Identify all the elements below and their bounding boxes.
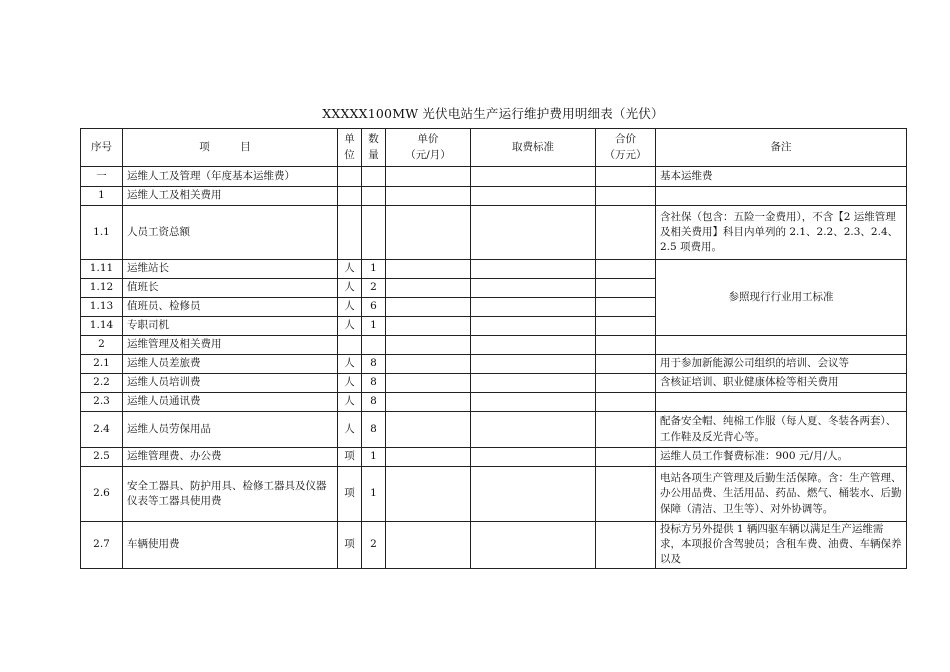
- header-total: 合价 （万元）: [596, 129, 656, 167]
- row-unit-price: [386, 279, 471, 298]
- row-total: [596, 298, 656, 317]
- row-unit-price: [386, 298, 471, 317]
- row-total: [596, 336, 656, 355]
- row-unit-price: [386, 260, 471, 279]
- row-unit: 项: [338, 448, 362, 467]
- row-seq: 2.6: [81, 467, 123, 522]
- row-seq: 2.3: [81, 393, 123, 412]
- row-standard: [471, 522, 596, 569]
- row-unit-price: [386, 393, 471, 412]
- row-item: 值班长: [123, 279, 338, 298]
- row-total: [596, 522, 656, 569]
- row-seq: 2.4: [81, 412, 123, 448]
- row-qty: 1: [362, 317, 386, 336]
- row-total: [596, 187, 656, 206]
- row-standard: [471, 260, 596, 279]
- row-item: 运维人员培训费: [123, 374, 338, 393]
- row-item: 车辆使用费: [123, 522, 338, 569]
- row-unit: [338, 206, 362, 260]
- row-standard: [471, 355, 596, 374]
- header-seq: 序号: [81, 129, 123, 167]
- row-unit-price: [386, 355, 471, 374]
- table-row: [81, 412, 907, 448]
- row-total: [596, 317, 656, 336]
- row-seq: 2.2: [81, 374, 123, 393]
- row-seq: 1.12: [81, 279, 123, 298]
- row-item: 安全工器具、防护用具、检修工器具及仪器仪表等工器具使用费: [123, 467, 338, 522]
- row-qty: [362, 187, 386, 206]
- row-unit-price: [386, 467, 471, 522]
- row-remark: 用于参加新能源公司组织的培训、会议等: [656, 355, 907, 374]
- table-row: [81, 467, 907, 522]
- row-total: [596, 393, 656, 412]
- cost-table: [80, 128, 907, 569]
- row-seq: 2.5: [81, 448, 123, 467]
- row-qty: [362, 206, 386, 260]
- table-row: [81, 374, 907, 393]
- row-qty: [362, 167, 386, 187]
- row-seq: 1.1: [81, 206, 123, 260]
- row-qty: 8: [362, 374, 386, 393]
- row-seq: 2.7: [81, 522, 123, 569]
- row-unit-price: [386, 187, 471, 206]
- row-item: 专职司机: [123, 317, 338, 336]
- row-remark: [656, 393, 907, 412]
- row-unit-price: [386, 206, 471, 260]
- row-standard: [471, 167, 596, 187]
- row-unit-price: [386, 374, 471, 393]
- merged-remark: 参照现行行业用工标准: [656, 260, 907, 336]
- row-item: 运维人员劳保用品: [123, 412, 338, 448]
- row-qty: 6: [362, 298, 386, 317]
- table-row: [81, 260, 907, 279]
- row-unit-price: [386, 167, 471, 187]
- row-seq: 2.1: [81, 355, 123, 374]
- row-remark: 运维人员工作餐费标准：900 元/月/人。: [656, 448, 907, 467]
- row-item: 运维管理费、办公费: [123, 448, 338, 467]
- row-total: [596, 260, 656, 279]
- row-unit: [338, 167, 362, 187]
- row-unit-price: [386, 412, 471, 448]
- row-total: [596, 167, 656, 187]
- row-total: [596, 374, 656, 393]
- row-standard: [471, 412, 596, 448]
- table-row: [81, 336, 907, 355]
- header-remark: 备注: [656, 129, 907, 167]
- table-row: [81, 393, 907, 412]
- row-qty: 1: [362, 260, 386, 279]
- row-total: [596, 467, 656, 522]
- row-standard: [471, 317, 596, 336]
- row-item: 值班员、检修员: [123, 298, 338, 317]
- table-row: [81, 187, 907, 206]
- row-standard: [471, 187, 596, 206]
- row-qty: 1: [362, 448, 386, 467]
- row-standard: [471, 279, 596, 298]
- row-item: 运维人工及相关费用: [123, 187, 338, 206]
- table-row: [81, 167, 907, 187]
- row-remark: 投标方另外提供 1 辆四驱车辆以满足生产运维需求，本项报价含驾驶员；含租车费、油费、车辆保养以及: [656, 522, 907, 569]
- row-seq: 1: [81, 187, 123, 206]
- row-qty: 2: [362, 279, 386, 298]
- row-unit: 人: [338, 317, 362, 336]
- row-remark: 配备安全帽、纯棉工作服（每人夏、冬装各两套）、工作鞋及反光背心等。: [656, 412, 907, 448]
- row-item: 运维站长: [123, 260, 338, 279]
- header-item: 项 目: [123, 129, 338, 167]
- row-unit: 人: [338, 393, 362, 412]
- row-total: [596, 279, 656, 298]
- header-qty: 数 量: [362, 129, 386, 167]
- table-row: [81, 522, 907, 569]
- row-qty: 8: [362, 393, 386, 412]
- row-standard: [471, 336, 596, 355]
- row-unit: 人: [338, 355, 362, 374]
- row-unit: 人: [338, 260, 362, 279]
- row-unit-price: [386, 448, 471, 467]
- row-qty: 8: [362, 355, 386, 374]
- row-remark: 含社保（包含：五险一金费用），不含【2 运维管理及相关费用】科目内单列的 2.1、2.2、2.3、2.4、2.5 项费用。: [656, 206, 907, 260]
- row-item: 运维人员通讯费: [123, 393, 338, 412]
- row-unit: [338, 187, 362, 206]
- header-standard: 取费标准: [471, 129, 596, 167]
- row-unit-price: [386, 336, 471, 355]
- row-unit: 人: [338, 279, 362, 298]
- row-remark: 电站各项生产管理及后勤生活保障。含：生产管理、办公用品费、生活用品、药品、燃气、桶装水、后勤保障（清洁、卫生等）、对外协调等。: [656, 467, 907, 522]
- row-remark: [656, 336, 907, 355]
- header-unit-price: 单价 （元/月）: [386, 129, 471, 167]
- row-seq: 1.14: [81, 317, 123, 336]
- table-row: [81, 448, 907, 467]
- row-remark: [656, 187, 907, 206]
- row-unit-price: [386, 522, 471, 569]
- row-seq: 1.13: [81, 298, 123, 317]
- row-seq: 一: [81, 167, 123, 187]
- row-unit: 人: [338, 298, 362, 317]
- row-unit: 人: [338, 374, 362, 393]
- row-unit-price: [386, 317, 471, 336]
- table-row: [81, 355, 907, 374]
- row-standard: [471, 374, 596, 393]
- page-title: XXXXX100MW 光伏电站生产运行维护费用明细表（光伏）: [322, 106, 664, 121]
- row-total: [596, 206, 656, 260]
- row-qty: 2: [362, 522, 386, 569]
- row-qty: [362, 336, 386, 355]
- row-unit: 人: [338, 412, 362, 448]
- row-qty: 8: [362, 412, 386, 448]
- row-standard: [471, 467, 596, 522]
- header-unit: 单 位: [338, 129, 362, 167]
- row-remark: 基本运维费: [656, 167, 907, 187]
- table-row: [81, 206, 907, 260]
- row-total: [596, 448, 656, 467]
- row-item: 运维人员差旅费: [123, 355, 338, 374]
- row-unit: 项: [338, 522, 362, 569]
- header-row: [81, 129, 907, 167]
- row-item: 人员工资总额: [123, 206, 338, 260]
- row-remark: 含核证培训、职业健康体检等相关费用: [656, 374, 907, 393]
- row-standard: [471, 393, 596, 412]
- row-total: [596, 355, 656, 374]
- row-item: 运维管理及相关费用: [123, 336, 338, 355]
- row-seq: 1.11: [81, 260, 123, 279]
- row-total: [596, 412, 656, 448]
- row-standard: [471, 206, 596, 260]
- row-item: 运维人工及管理（年度基本运维费）: [123, 167, 338, 187]
- row-standard: [471, 448, 596, 467]
- row-seq: 2: [81, 336, 123, 355]
- row-unit: 项: [338, 467, 362, 522]
- row-qty: 1: [362, 467, 386, 522]
- row-unit: [338, 336, 362, 355]
- row-standard: [471, 298, 596, 317]
